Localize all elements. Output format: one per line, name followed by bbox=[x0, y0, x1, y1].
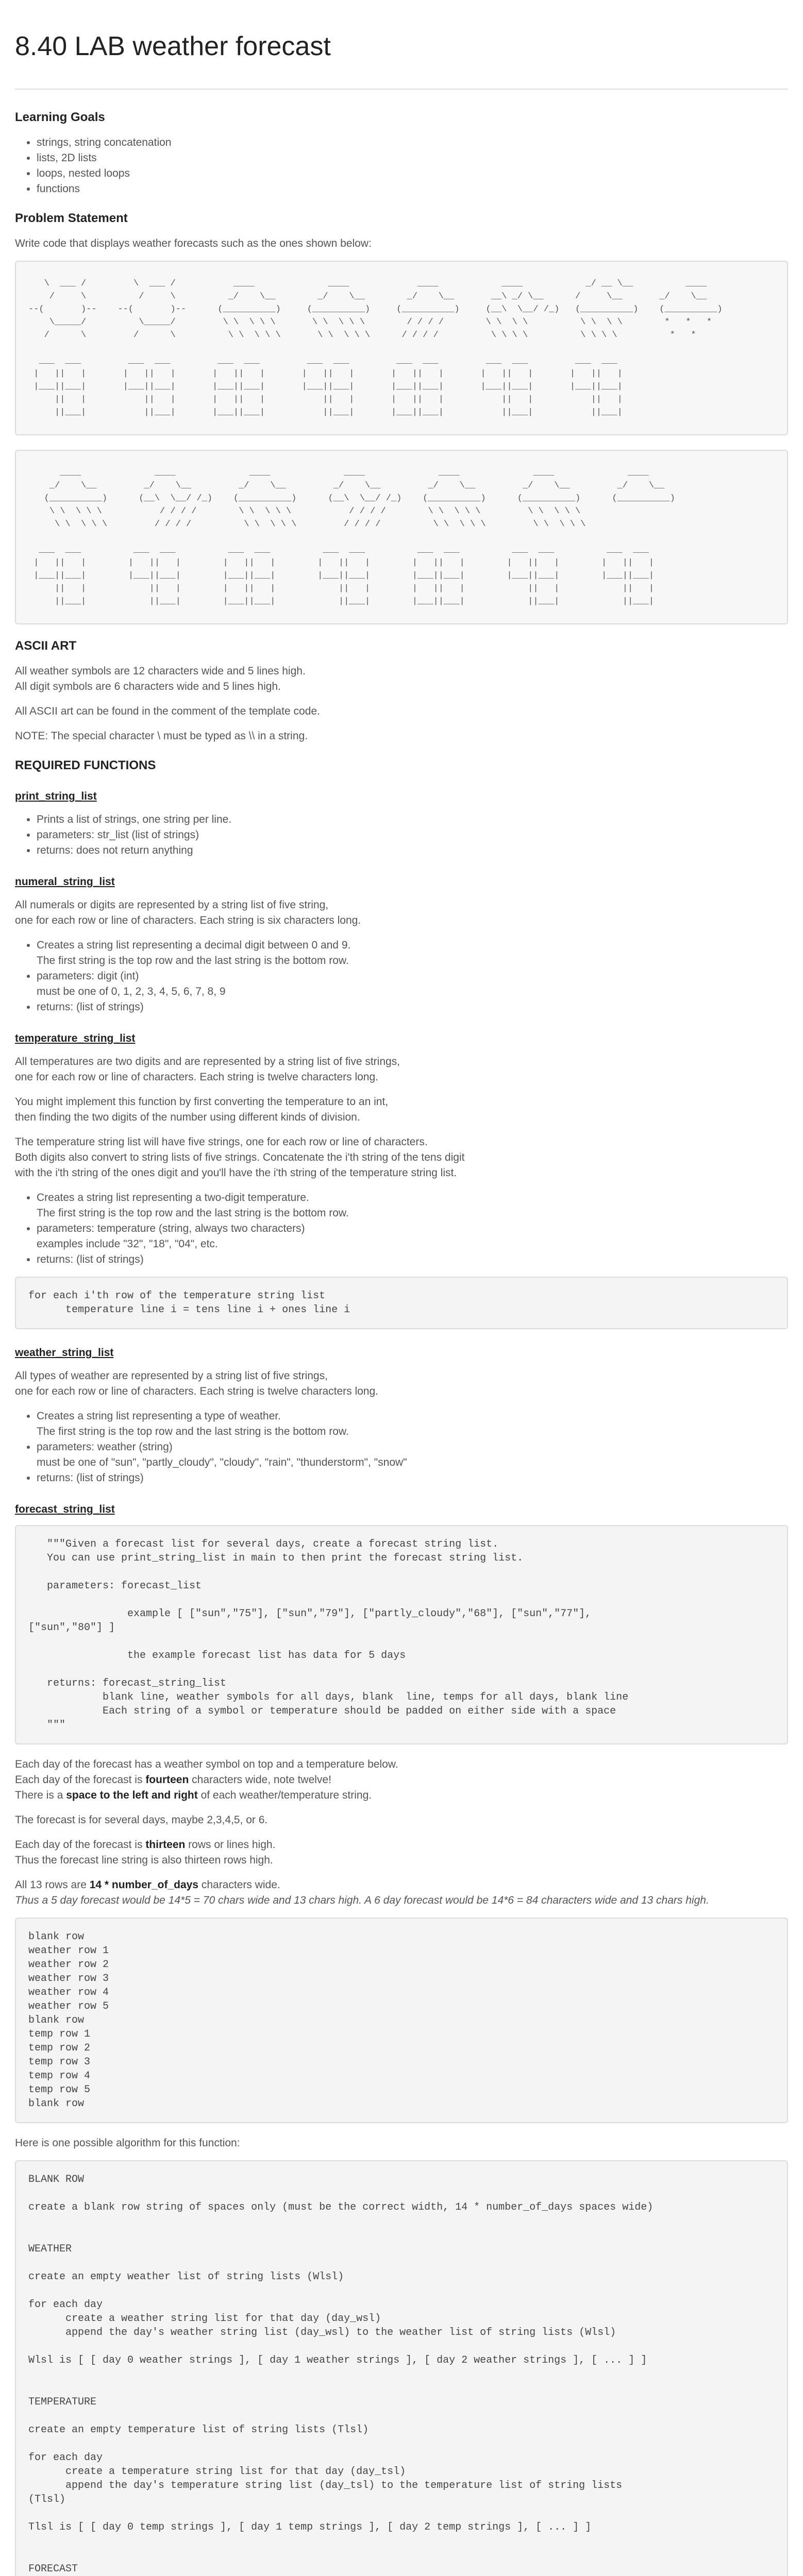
list-item: • Creates a string list representing a two-digit temperature. The first string is the top row and the last string is the bottom row. bbox=[37, 1190, 788, 1221]
list-item: • Creates a string list representing a decimal digit between 0 and 9. The first string is the top row and the last string is the bottom row. bbox=[37, 938, 788, 969]
forecast-days-range: The forecast is for several days, maybe 2,3,4,5, or 6. bbox=[15, 1814, 268, 1826]
forecast-padding-bold: space to the left and right bbox=[66, 1789, 198, 1801]
list-item: • parameters: temperature (string, always two characters) examples include "32", "18", "04", etc. bbox=[37, 1221, 788, 1252]
list-item: • returns: (list of strings) bbox=[37, 1470, 788, 1486]
list-item: • returns: does not return anything bbox=[37, 843, 788, 858]
list-item: • Creates a string list representing a type of weather. The first string is the top row and the last string is the bottom row. bbox=[37, 1409, 788, 1439]
temperature-concatenation-explanation: The temperature string list will have five strings, one for each row or line of characters. Both digits also convert to string lists of five strings. Concatenate the i'th string of the tens digit with the i'th string of the ones digit and you'll have the i'th string of the temperature string list. bbox=[15, 1136, 465, 1179]
numeral-string-list-intro: All numerals or digits are represented by a string list of five string, one for each row or line of characters. Each string is six characters long. bbox=[15, 899, 361, 926]
weather-string-list-items bbox=[15, 1409, 788, 1486]
temperature-implementation-hint: You might implement this function by first converting the temperature to an int, then finding the two digits of the number using different kinds of division. bbox=[15, 1096, 389, 1123]
ascii-art-heading: ASCII ART bbox=[15, 639, 77, 653]
list-item: • parameters: digit (int) must be one of 0, 1, 2, 3, 4, 5, 6, 7, 8, 9 bbox=[37, 969, 788, 999]
forecast-width-bold: fourteen bbox=[145, 1774, 189, 1786]
print-string-list-heading: print_string_list bbox=[15, 790, 97, 802]
forecast-row-width-bold: 14 * number_of_days bbox=[89, 1879, 198, 1891]
algorithm-intro: Here is one possible algorithm for this function: bbox=[15, 2137, 240, 2149]
forecast-height-text bbox=[15, 1837, 788, 1868]
forecast-description-line-1: Each day of the forecast has a weather symbol on top and a temperature below. bbox=[15, 1758, 398, 1770]
list-item: • returns: (list of strings) bbox=[37, 999, 788, 1015]
list-item: • returns: (list of strings) bbox=[37, 1252, 788, 1267]
forecast-row-width-pre: All 13 rows are bbox=[15, 1879, 90, 1891]
forecast-string-list-heading: forecast_string_list bbox=[15, 1503, 115, 1515]
temperature-string-list-items bbox=[15, 1190, 788, 1267]
list-item: • strings, string concatenation bbox=[37, 135, 788, 150]
page-title: 8.40 LAB weather forecast bbox=[15, 31, 331, 61]
ascii-art-template-note: All ASCII art can be found in the comment of the template code. bbox=[15, 705, 320, 717]
print-string-list-items bbox=[15, 812, 788, 858]
problem-statement-text: Write code that displays weather forecasts such as the ones shown below: bbox=[15, 238, 372, 249]
temperature-string-list-heading: temperature_string_list bbox=[15, 1032, 136, 1044]
weather-string-list-heading: weather_string_list bbox=[15, 1347, 114, 1359]
list-item: • lists, 2D lists bbox=[37, 150, 788, 166]
learning-goals-list bbox=[15, 135, 788, 197]
numeral-string-list-items bbox=[15, 938, 788, 1015]
forecast-padding-pre: There is a bbox=[15, 1789, 66, 1801]
learning-goals-heading: Learning Goals bbox=[15, 110, 105, 124]
forecast-padding-post: of each weather/temperature string. bbox=[197, 1789, 372, 1801]
forecast-width-post: characters wide, note twelve! bbox=[189, 1774, 331, 1786]
numeral-string-list-heading: numeral_string_list bbox=[15, 876, 115, 888]
list-item: • parameters: str_list (list of strings) bbox=[37, 827, 788, 843]
problem-statement-heading: Problem Statement bbox=[15, 211, 128, 225]
required-functions-heading: REQUIRED FUNCTIONS bbox=[15, 758, 156, 772]
list-item: • parameters: weather (string) must be one of "sun", "partly_cloudy", "cloudy", "rain", "thunderstorm", "snow" bbox=[37, 1439, 788, 1470]
forecast-row-width-example: Thus a 5 day forecast would be 14*5 = 70 chars wide and 13 chars high. A 6 day forecast would be 14*6 = 84 characters wide and 13 chars high. bbox=[15, 1894, 709, 1906]
ascii-forecast-example-1: \ ___ / \ ___ / ____ ____ ____ ____ _/ __ \__ ____ / \ / \ _/ \__ _/ \__ _/ \__ __\ _/ \__ / \__ _/ \__ --( )-- --( )-- (__________) (__________) (__________) (__\ \__/ /_) (__________) (__________) \_____/ \_____/ \ \ \ \ \ \ \ \ \ \ / / / / \ \ \ \ \ \ \ \ * * * / \ / \ \ \ \ \ \ \ \ \ \ \ / / / / \ \ \ \ \ \ \ \ * * ___ ___ ___ ___ ___ ___ ___ ___ ___ ___ ___ ___ ___ ___ | || | | || | | || | | || | | || | | || | | || | |___||___| |___||___| |___||___| |___||___| |___||___| |___||___| |___||___| || | || | | || | || | | || | || | || | ||___| ||___| |___||___| ||___| |___||___| ||___| ||___| bbox=[15, 261, 788, 435]
forecast-docstring-block: """Given a forecast list for several days, create a forecast string list. You can use print_string_list in main to then print the forecast string list. parameters: forecast_list example [ ["sun","75"], ["sun","79"], ["partly_cloudy","68"], ["sun","77"], ["sun","80"] ] the example forecast list has data for 5 days returns: forecast_string_list blank line, weather symbols for all days, blank line, temps for all days, blank line Each string of a symbol or temperature should be padded on either side with a space """ bbox=[15, 1525, 788, 1744]
weather-string-list-intro: All types of weather are represented by a string list of five strings, one for each row or line of characters. Each string is twelve characters long. bbox=[15, 1370, 378, 1397]
lab-page bbox=[15, 0, 788, 2576]
forecast-height-post: rows or lines high. Thus the forecast line string is also thirteen rows high. bbox=[15, 1839, 276, 1866]
ascii-forecast-example-2: ____ ____ ____ ____ ____ ____ ____ _/ \__ _/ \__ _/ \__ _/ \__ _/ \__ _/ \__ _/ \__ (__________) (__\ \__/ /_) (__________) (__\ \__/ /_) (__________) (__________) (__________) \ \ \ \ \ / / / / \ \ \ \ \ / / / / \ \ \ \ \ \ \ \ \ \ \ \ \ \ \ / / / / \ \ \ \ \ / / / / \ \ \ \ \ \ \ \ \ \ ___ ___ ___ ___ ___ ___ ___ ___ ___ ___ ___ ___ ___ ___ | || | | || | | || | | || | | || | | || | | || | |___||___| |___||___| |___||___| |___||___| |___||___| |___||___| |___||___| || | || | | || | || | | || | || | || | ||___| ||___| |___||___| ||___| |___||___| ||___| ||___| bbox=[15, 450, 788, 624]
algorithm-block: BLANK ROW create a blank row string of spaces only (must be the correct width, 14 * number_of_days spaces wide) WEATHER create an empty weather list of string lists (Wlsl) for each day create a weather string list for that day (day_wsl) append the day's weather string list (day_wsl) to the weather list of string lists (Wlsl) Wlsl is [ [ day 0 weather strings ], [ day 1 weather strings ], [ day 2 weather strings ], [ ... ] ] TEMPERATURE create an empty temperature list of string lists (Tlsl) for each day create a temperature string list for that day (day_tsl) append the day's temperature string list (day_tsl) to the temperature list of string lists (Tlsl) Tlsl is [ [ day 0 temp strings ], [ day 1 temp strings ], [ day 2 temp strings ], [ ... ] ] FORECAST bbox=[15, 2160, 788, 2576]
temperature-pseudocode-block: for each i'th row of the temperature string list temperature line i = tens line i + ones line i bbox=[15, 1277, 788, 1329]
list-item: • Prints a list of strings, one string per line. bbox=[37, 812, 788, 827]
forecast-row-width-text bbox=[15, 1877, 788, 1908]
ascii-art-sizes: All weather symbols are 12 characters wide and 5 lines high. All digit symbols are 6 characters wide and 5 lines high. bbox=[15, 665, 306, 692]
title-divider bbox=[15, 89, 788, 90]
forecast-height-pre: Each day of the forecast is bbox=[15, 1839, 146, 1851]
forecast-description bbox=[15, 1757, 788, 1803]
forecast-rows-block: blank row weather row 1 weather row 2 weather row 3 weather row 4 weather row 5 blank row temp row 1 temp row 2 temp row 3 temp row 4 temp row 5 blank row bbox=[15, 1918, 788, 2123]
forecast-width-pre: Each day of the forecast is bbox=[15, 1774, 146, 1786]
forecast-row-width-post: characters wide. bbox=[198, 1879, 280, 1891]
temperature-string-list-intro: All temperatures are two digits and are represented by a string list of five strings, one for each row or line of characters. Each string is twelve characters long. bbox=[15, 1056, 400, 1083]
list-item: • loops, nested loops bbox=[37, 166, 788, 181]
forecast-height-bold: thirteen bbox=[145, 1839, 186, 1851]
ascii-art-backslash-note: NOTE: The special character \ must be typed as \\ in a string. bbox=[15, 730, 308, 742]
list-item: • functions bbox=[37, 181, 788, 197]
